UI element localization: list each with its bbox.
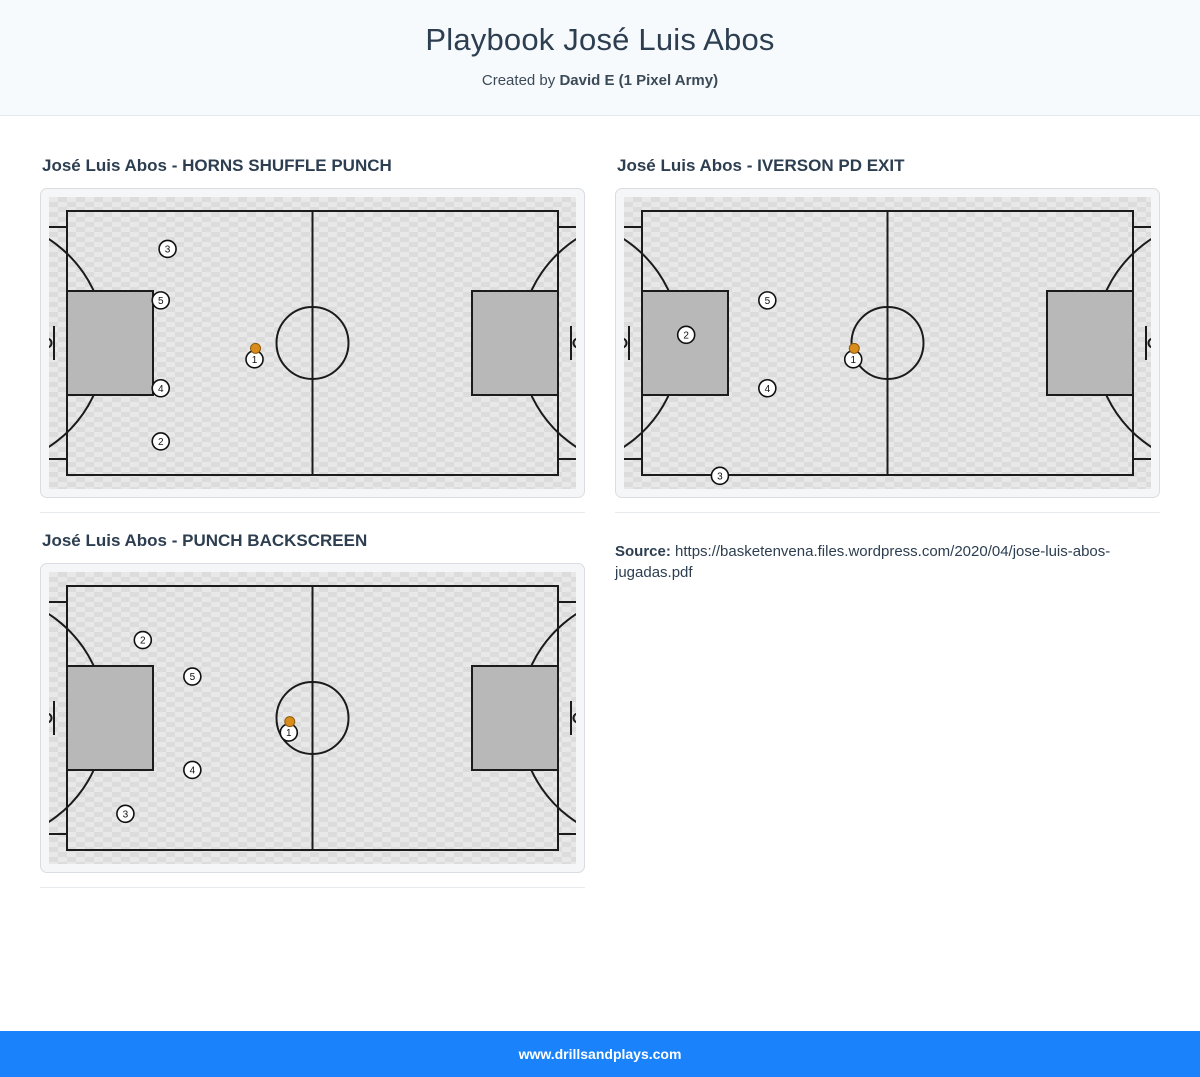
player-marker: [184, 761, 201, 778]
court-card-2: [40, 563, 585, 873]
play-title-2: José Luis Abos - PUNCH BACKSCREEN: [42, 531, 368, 550]
svg-text:5: 5: [189, 672, 196, 684]
svg-text:5: 5: [764, 295, 771, 307]
player-marker: [134, 632, 151, 649]
player-marker: [759, 380, 776, 397]
player-marker: [759, 292, 776, 309]
divider-2: [40, 887, 585, 888]
play-card-0: [40, 138, 585, 513]
player-marker: [152, 380, 169, 397]
court-card-0: [40, 188, 585, 498]
page-subtitle: [0, 72, 1200, 89]
svg-text:2: 2: [140, 635, 146, 647]
player-marker: [711, 467, 728, 484]
court-diagram-0: [49, 197, 576, 489]
plays-row-1: [40, 138, 1160, 513]
source-column: [615, 513, 1160, 888]
author-name: David E (1 Pixel Army): [559, 72, 719, 89]
plays-container: [0, 116, 1200, 888]
svg-text:5: 5: [157, 295, 164, 307]
svg-text:3: 3: [717, 471, 723, 483]
play-title-1: José Luis Abos - IVERSON PD EXIT: [617, 156, 905, 175]
svg-text:4: 4: [157, 383, 164, 395]
source-url[interactable]: https://basketenvena.files.wordpress.com/2020/04/jose-luis-abos-jugadas.pdf: [615, 543, 1111, 581]
page-header: [0, 0, 1200, 116]
svg-text:3: 3: [122, 809, 129, 821]
svg-text:2: 2: [683, 330, 689, 342]
player-marker: [152, 433, 169, 450]
play-title-0: José Luis Abos - HORNS SHUFFLE PUNCH: [42, 156, 392, 175]
court-diagram-2: [49, 572, 576, 864]
svg-text:2: 2: [157, 437, 164, 449]
page-footer: [0, 1031, 1200, 1077]
plays-row-2: [40, 513, 1160, 888]
svg-text:3: 3: [164, 244, 171, 256]
page-title: Playbook José Luis Abos: [425, 22, 775, 57]
source-block: [615, 541, 1160, 583]
created-by-label: Created by: [481, 72, 560, 89]
svg-text:4: 4: [764, 383, 771, 395]
player-marker: [152, 292, 169, 309]
footer-site-label[interactable]: www.drillsandplays.com: [518, 1046, 682, 1062]
source-label: Source:: [615, 543, 671, 560]
player-marker: [117, 805, 134, 822]
svg-text:1: 1: [251, 354, 258, 366]
court-diagram-1: [624, 197, 1151, 489]
player-marker: [678, 326, 695, 343]
svg-text:1: 1: [286, 728, 292, 740]
court-card-1: [615, 188, 1160, 498]
player-marker: [159, 240, 176, 257]
player-marker: [184, 668, 201, 685]
play-card-1: [615, 138, 1160, 513]
svg-text:4: 4: [189, 765, 196, 777]
play-card-2: [40, 513, 585, 888]
svg-text:1: 1: [850, 354, 857, 366]
